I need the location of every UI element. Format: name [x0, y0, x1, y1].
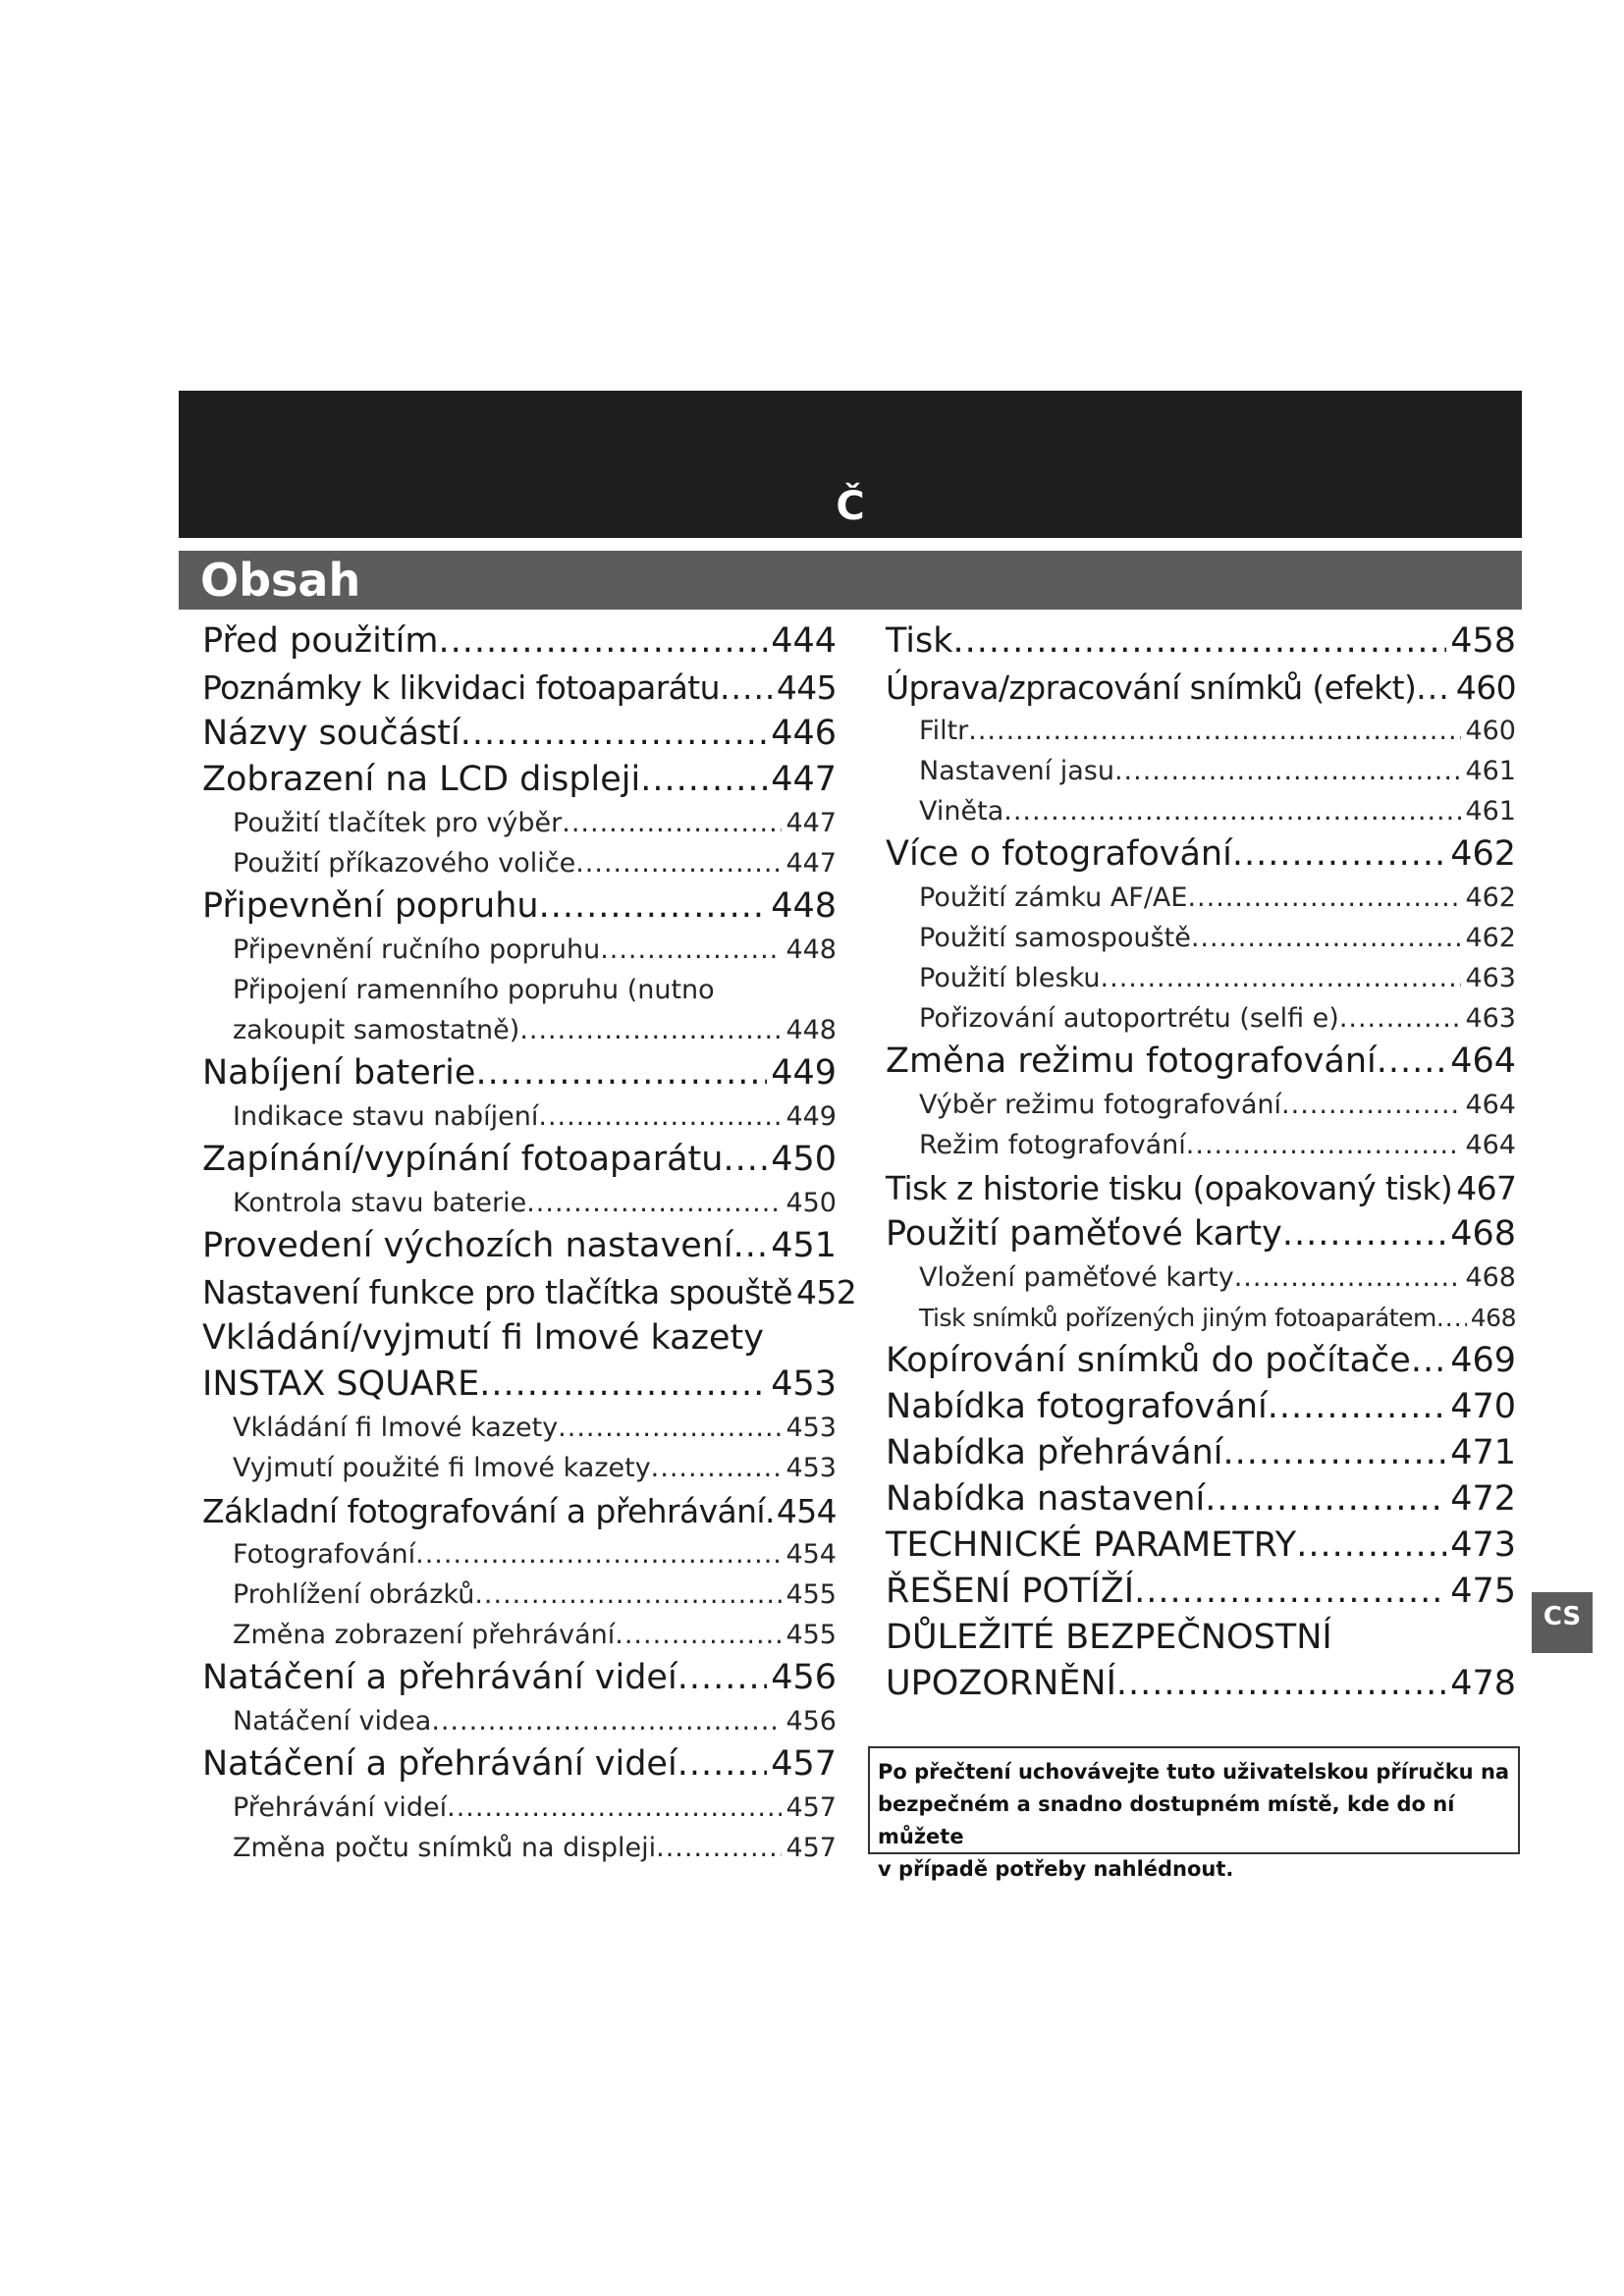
toc-entry-page: 447 [785, 848, 837, 879]
toc-entry [886, 1211, 1516, 1257]
toc-subentry [202, 1828, 837, 1868]
toc-entry-page: 453 [771, 1364, 837, 1404]
toc-entry-title: INSTAX SQUARE [202, 1364, 480, 1404]
toc-column-right [886, 618, 1516, 1707]
toc-column-left [202, 618, 857, 1868]
dot-leader [953, 618, 1447, 665]
toc-entry [202, 883, 837, 930]
toc-entry-page: 468 [1450, 1214, 1516, 1254]
toc-entry [202, 1137, 837, 1183]
toc-entry-title: Výběr režimu fotografování [919, 1090, 1282, 1120]
toc-entry-page: 457 [785, 1833, 837, 1863]
toc-entry [202, 1362, 837, 1408]
toc-entry-title: Použití zámku AF/AE [919, 882, 1188, 913]
toc-entry-title: Úprava/zpracování snímků (efekt) [886, 668, 1417, 707]
dot-leader [765, 1488, 773, 1534]
toc-entry-page: 454 [785, 1539, 837, 1570]
dot-leader [1205, 1476, 1446, 1522]
toc-subentry [886, 998, 1516, 1039]
toc-entry-page: 467 [1456, 1169, 1517, 1207]
dot-leader [1268, 1384, 1446, 1430]
toc-entry-page: 478 [1450, 1664, 1516, 1703]
toc-entry-title: zakoupit samostatně) [233, 1015, 520, 1045]
dot-leader [615, 1615, 782, 1655]
toc-entry-page: 469 [1450, 1341, 1516, 1380]
toc-entry-page: 453 [785, 1413, 837, 1443]
toc-entry-title: Natáčení a přehrávání videí [202, 1744, 677, 1784]
dot-leader [447, 1788, 782, 1828]
toc-entry-page: 460 [1465, 716, 1516, 746]
dot-leader [1222, 1430, 1446, 1476]
toc-entry-page: 457 [785, 1792, 837, 1823]
toc-subentry [886, 878, 1516, 918]
dot-leader [415, 1534, 782, 1575]
toc-entry-title: Poznámky k likvidaci fotoaparátu [202, 668, 720, 707]
toc-entry-title: Provedení výchozích nastavení [202, 1226, 733, 1265]
dot-leader [519, 1010, 782, 1050]
dot-leader [1116, 1661, 1446, 1707]
notice-line: bezpečném a snadno dostupném místě, kde do ní můžete [878, 1792, 1455, 1848]
toc-subentry [886, 1125, 1516, 1165]
toc-subentry [202, 1408, 837, 1448]
dot-leader [539, 883, 768, 930]
dot-leader [1282, 1211, 1446, 1257]
toc-entry [886, 665, 1516, 711]
toc-entry-title: Použití samospouště [919, 923, 1191, 953]
toc-entry-page: 451 [771, 1226, 837, 1265]
dot-leader [720, 665, 773, 711]
toc-entry-page: 468 [1465, 1262, 1516, 1293]
toc-entry-title: Natáčení videa [233, 1706, 432, 1736]
toc-entry [202, 711, 837, 757]
dot-leader [526, 1183, 782, 1223]
toc-subentry [886, 751, 1516, 791]
dot-leader [475, 1050, 767, 1096]
toc-entry-page: 464 [1465, 1090, 1516, 1120]
dot-leader [562, 803, 782, 843]
toc-entry-page: 462 [1465, 923, 1516, 953]
toc-entry-title: Natáčení a přehrávání videí [202, 1658, 677, 1697]
toc-subentry [202, 1788, 837, 1828]
dot-leader [431, 1701, 782, 1741]
toc-entry [886, 618, 1516, 665]
toc-entry-page: 455 [785, 1579, 837, 1610]
toc-entry-title: Vkládání fi lmové kazety [233, 1413, 559, 1443]
toc-entry-title: Připevnění popruhu [202, 886, 539, 926]
toc-entry-title: UPOZORNĚNÍ [886, 1664, 1116, 1703]
toc-entry-title: Tisk [886, 621, 953, 661]
toc-entry-page: 456 [771, 1658, 837, 1697]
dot-leader [600, 930, 782, 970]
toc-entry-title: Pořizování autoportrétu (selfi e) [919, 1003, 1339, 1034]
toc-subentry [202, 1534, 837, 1575]
toc-subentry [886, 791, 1516, 831]
toc-entry [886, 1476, 1516, 1522]
toc-entry [886, 1384, 1516, 1430]
toc-entry-page: 448 [785, 1015, 837, 1045]
toc-entry-page: 448 [771, 886, 837, 926]
toc-entry [202, 1315, 837, 1362]
toc-entry-title: Tisk snímků pořízených jiným fotoaparátem [919, 1304, 1436, 1332]
dot-leader [651, 1448, 783, 1488]
toc-entry-page: 454 [776, 1492, 837, 1530]
toc-entry [886, 1661, 1516, 1707]
toc-entry-page: 468 [1470, 1304, 1516, 1332]
dot-leader [640, 757, 767, 803]
toc-subentry [202, 1010, 837, 1050]
toc-subentry [202, 1096, 837, 1137]
toc-entry-title: Vložení paměťové karty [919, 1262, 1234, 1293]
toc-entry [202, 1269, 857, 1315]
toc-subentry [202, 1575, 837, 1615]
toc-entry-title: Kontrola stavu baterie [233, 1188, 527, 1218]
language-letter: Č [836, 484, 865, 529]
toc-entry-title: Prohlížení obrázků [233, 1579, 475, 1610]
notice-box [868, 1746, 1520, 1881]
toc-entry-title: Nabíjení baterie [202, 1053, 476, 1093]
toc-entry-title: Filtr [919, 716, 969, 746]
dot-leader [474, 1575, 782, 1615]
toc-entry [202, 1223, 837, 1269]
toc-entry-title: ŘEŠENÍ POTÍŽÍ [886, 1572, 1135, 1611]
dot-leader [1281, 1085, 1461, 1125]
notice-line: v případě potřeby nahlédnout. [878, 1857, 1234, 1881]
toc-subentry [202, 1448, 837, 1488]
toc-entry [886, 1430, 1516, 1476]
toc-subentry [886, 958, 1516, 998]
toc-entry-page: 450 [771, 1140, 837, 1179]
dot-leader [1101, 958, 1462, 998]
toc-entry-title: Vyjmutí použité fi lmové kazety [233, 1453, 651, 1483]
dot-leader [558, 1408, 782, 1448]
toc-entry-title: Indikace stavu nabíjení [233, 1101, 539, 1132]
dot-leader [1003, 791, 1461, 831]
toc-entry-page: 462 [1465, 882, 1516, 913]
toc-entry [886, 1615, 1516, 1661]
toc-entry-page: 449 [785, 1101, 837, 1132]
toc-entry-title: Tisk z historie tisku (opakovaný tisk) [886, 1169, 1453, 1207]
toc-entry-title: Názvy součástí [202, 714, 460, 753]
toc-subentry [202, 1615, 837, 1655]
toc-entry-title: Nabídka přehrávání [886, 1433, 1223, 1472]
toc-subentry [886, 1298, 1516, 1338]
toc-entry-page: 463 [1465, 1003, 1516, 1034]
toc-entry-title: Nabídka fotografování [886, 1387, 1268, 1426]
toc-subentry [886, 1085, 1516, 1125]
toc-entry-title: Nastavení jasu [919, 756, 1114, 786]
dot-leader [1234, 1257, 1462, 1298]
dot-leader [723, 1137, 767, 1183]
toc-entry-page: 464 [1465, 1130, 1516, 1160]
toc-entry-title: Použití blesku [919, 963, 1101, 993]
toc-entry-title: Před použitím [202, 621, 439, 661]
toc-entry-title: Změna počtu snímků na displeji [233, 1833, 657, 1863]
dot-leader [1186, 1125, 1462, 1165]
toc-entry-page: 453 [785, 1453, 837, 1483]
dot-leader [1339, 998, 1462, 1039]
toc-entry-page: 446 [771, 714, 837, 753]
toc-subentry [202, 930, 837, 970]
toc-entry-page: 462 [1450, 834, 1516, 874]
toc-entry [202, 757, 837, 803]
dot-leader [1416, 665, 1452, 711]
dot-leader [1134, 1569, 1446, 1615]
dot-leader [538, 1096, 782, 1137]
toc-entry [202, 1050, 837, 1096]
toc-entry-title: Použití paměťové karty [886, 1214, 1282, 1254]
toc-entry-page: 464 [1450, 1041, 1516, 1081]
toc-entry-page: 458 [1450, 621, 1516, 661]
toc-entry-page: 445 [776, 668, 837, 707]
toc-entry-title: Změna režimu fotografování [886, 1041, 1377, 1081]
toc-entry-title: Režim fotografování [919, 1130, 1186, 1160]
toc-entry-page: 472 [1450, 1479, 1516, 1519]
toc-entry-page: 447 [785, 808, 837, 838]
toc-entry [886, 1338, 1516, 1384]
toc-entry-title: Zobrazení na LCD displeji [202, 760, 641, 799]
toc-entry [202, 618, 837, 665]
toc-subentry [886, 918, 1516, 958]
toc-entry-title: Vkládání/vyjmutí fi lmové kazety [202, 1318, 764, 1358]
dot-leader [1436, 1298, 1467, 1338]
dot-leader [460, 711, 767, 757]
toc-subentry [202, 970, 837, 1010]
toc-entry-title: Přehrávání videí [233, 1792, 448, 1823]
notice-line: Po přečtení uchovávejte tuto uživatelskou příručku na [878, 1760, 1510, 1784]
toc-entry-page: 456 [785, 1706, 837, 1736]
toc-entry-title: Nabídka nastavení [886, 1479, 1206, 1519]
language-tab: CS [1532, 1592, 1593, 1653]
dot-leader [1377, 1039, 1446, 1085]
toc-entry-page: 448 [785, 934, 837, 965]
toc-entry-title: Fotografování [233, 1539, 416, 1570]
toc-entry-title: DŮLEŽITÉ BEZPEČNOSTNÍ [886, 1618, 1332, 1657]
toc-entry-page: 471 [1450, 1433, 1516, 1472]
dot-leader [677, 1655, 768, 1701]
toc-entry-title: Více o fotografování [886, 834, 1232, 874]
toc-entry-page: 470 [1450, 1387, 1516, 1426]
toc-entry-title: Připevnění ručního popruhu [233, 934, 601, 965]
toc-entry-page: 447 [771, 760, 837, 799]
dot-leader [1232, 831, 1446, 878]
toc-subentry [202, 1701, 837, 1741]
toc-entry-page: 449 [771, 1053, 837, 1093]
toc-entry [202, 1488, 837, 1534]
toc-subentry [886, 711, 1516, 751]
toc-entry-page: 475 [1450, 1572, 1516, 1611]
dot-leader [1187, 878, 1461, 918]
toc-entry [202, 1741, 837, 1788]
toc-entry [202, 1655, 837, 1701]
dot-leader [733, 1223, 768, 1269]
dot-leader [575, 843, 782, 883]
page-title: Obsah [200, 554, 361, 607]
toc-entry-title: Použití tlačítek pro výběr [233, 808, 563, 838]
title-bar [179, 551, 1522, 610]
dot-leader [968, 711, 1461, 751]
dot-leader [656, 1828, 782, 1868]
toc-entry-page: 463 [1465, 963, 1516, 993]
toc-entry-title: Změna zobrazení přehrávání [233, 1620, 616, 1650]
dot-leader [1296, 1522, 1446, 1569]
toc-entry [886, 1569, 1516, 1615]
toc-entry-title: Základní fotografování a přehrávání [202, 1492, 766, 1530]
toc-entry [886, 831, 1516, 878]
top-banner [179, 391, 1522, 538]
toc-entry-page: 444 [771, 621, 837, 661]
toc-entry-title: Připojení ramenního popruhu (nutno [233, 975, 715, 1005]
toc-subentry [202, 1183, 837, 1223]
toc-subentry [202, 803, 837, 843]
toc-entry-title: Zapínání/vypínání fotoaparátu [202, 1140, 724, 1179]
dot-leader [479, 1362, 767, 1408]
toc-entry-page: 457 [771, 1744, 837, 1784]
toc-entry-page: 450 [785, 1188, 837, 1218]
toc-entry-page: 461 [1465, 796, 1516, 827]
toc-entry-title: Nastavení funkce pro tlačítka spouště [202, 1273, 792, 1311]
toc-entry-page: 460 [1455, 668, 1516, 707]
toc-subentry [202, 843, 837, 883]
dot-leader [1191, 918, 1462, 958]
toc-entry [886, 1039, 1516, 1085]
dot-leader [1114, 751, 1461, 791]
toc-entry-page: 473 [1450, 1525, 1516, 1565]
toc-entry-page: 452 [795, 1273, 857, 1311]
toc-entry-title: TECHNICKÉ PARAMETRY [886, 1525, 1297, 1565]
toc-entry-title: Viněta [919, 796, 1004, 827]
toc-entry [202, 665, 837, 711]
dot-leader [438, 618, 767, 665]
toc-entry-title: Kopírování snímků do počítače [886, 1341, 1411, 1380]
toc-entry [886, 1522, 1516, 1569]
toc-entry-title: Použití příkazového voliče [233, 848, 576, 879]
toc-subentry [886, 1257, 1516, 1298]
dot-leader [677, 1741, 768, 1788]
toc-entry [886, 1165, 1516, 1211]
dot-leader [1411, 1338, 1446, 1384]
toc-entry-page: 461 [1465, 756, 1516, 786]
toc-entry-page: 455 [785, 1620, 837, 1650]
